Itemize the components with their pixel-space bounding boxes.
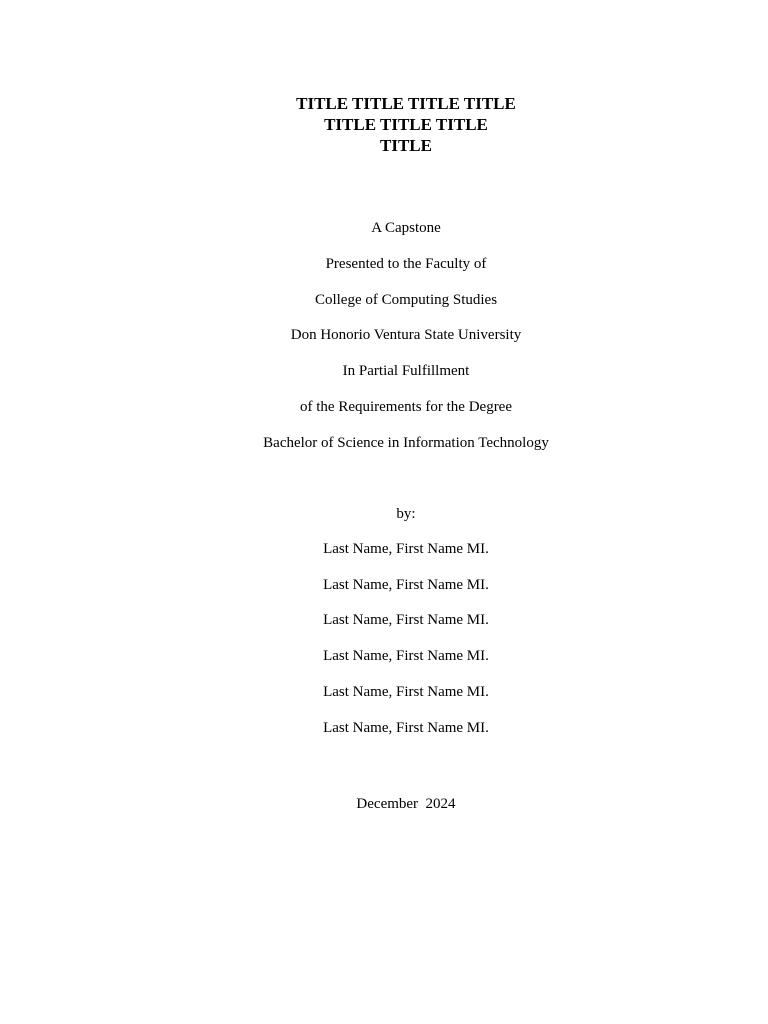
- author-name: Last Name, First Name MI.: [323, 648, 489, 664]
- degree-line: Bachelor of Science in Information Technology: [263, 435, 549, 451]
- author-name: Last Name, First Name MI.: [323, 684, 489, 700]
- presented-to-line: Presented to the Faculty of: [325, 256, 487, 272]
- document-title: [106, 93, 706, 156]
- by-label: by:: [396, 506, 416, 522]
- requirements-line: of the Requirements for the Degree: [300, 399, 512, 415]
- submission-date: December 2024: [356, 796, 456, 812]
- capstone-label: A Capstone: [371, 220, 441, 236]
- title-line: TITLE TITLE TITLE TITLE: [296, 94, 516, 113]
- title-line: TITLE: [380, 136, 432, 155]
- author-name: Last Name, First Name MI.: [323, 541, 489, 557]
- college-line: College of Computing Studies: [314, 292, 498, 308]
- title-line: TITLE TITLE TITLE: [324, 115, 488, 134]
- author-name: Last Name, First Name MI.: [323, 577, 489, 593]
- fulfillment-line: In Partial Fulfillment: [342, 363, 470, 379]
- author-name: Last Name, First Name MI.: [323, 720, 489, 736]
- author-name: Last Name, First Name MI.: [323, 612, 489, 628]
- university-line: Don Honorio Ventura State University: [290, 327, 522, 343]
